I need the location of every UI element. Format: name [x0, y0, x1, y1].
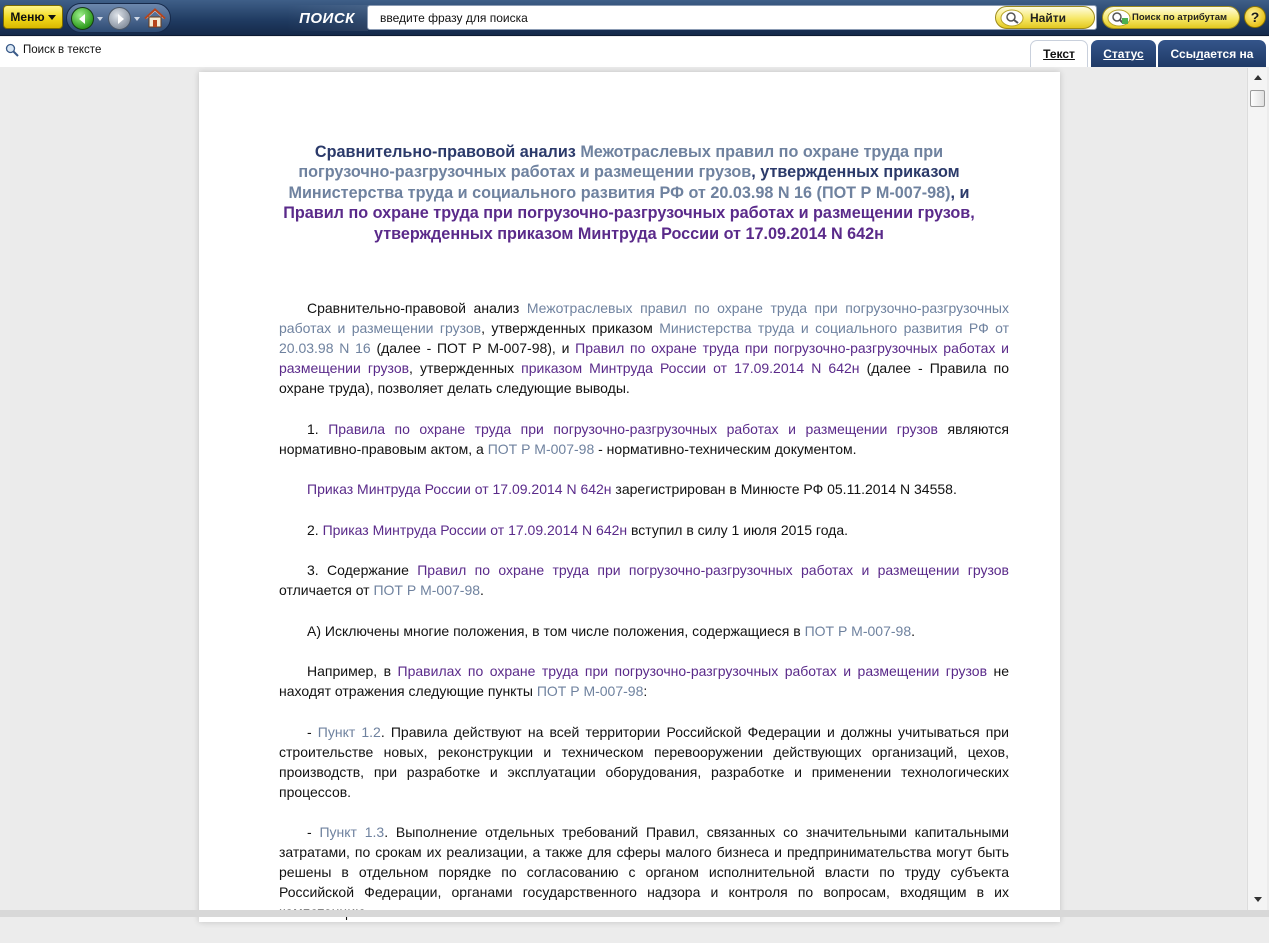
- tab-refers-to[interactable]: [1158, 40, 1266, 67]
- magnifier-icon: [1000, 9, 1024, 27]
- text: 2.: [307, 521, 323, 538]
- scroll-up-icon[interactable]: [1254, 75, 1262, 80]
- link-labor-rules[interactable]: Правил по охране труда при погрузочно-разгрузочных работах и размещении грузов: [417, 562, 1009, 578]
- text: .: [911, 622, 915, 639]
- link-ministry-order[interactable]: Министерства труда и социального развития РФ от 20.03.98 N 16: [279, 320, 1009, 356]
- search-in-text-label: Поиск в тексте: [23, 44, 102, 56]
- document-body: [279, 298, 1009, 943]
- search-in-text-button[interactable]: [5, 43, 101, 57]
- title-text: , утвержденных приказом: [751, 163, 960, 182]
- paragraph: [279, 560, 1009, 600]
- search-section-label: ПОИСК: [286, 5, 368, 31]
- text: Сравнительно-правовой анализ: [307, 300, 527, 316]
- link-labor-rules[interactable]: Правилах по охране труда при погрузочно-разгрузочных работах и размещении грузов: [397, 663, 988, 679]
- scroll-thumb[interactable]: [1250, 90, 1265, 107]
- document-title: [279, 142, 979, 244]
- help-icon: ?: [1250, 9, 1260, 25]
- menu-label: Меню: [10, 10, 45, 24]
- forward-history-dropdown-icon[interactable]: [134, 17, 140, 21]
- document-toolbar: [0, 37, 1269, 67]
- link-pot-r-m-007-98[interactable]: ПОТ Р М-007-98: [373, 582, 481, 598]
- tab-refers-to-hotkey: л: [1195, 46, 1204, 61]
- link-pot-r-m-007-98[interactable]: ПОТ Р М-007-98: [804, 622, 912, 639]
- menu-button[interactable]: [3, 5, 63, 29]
- title-text: Сравнительно-правовой анализ: [314, 143, 581, 161]
- link-point-1-2[interactable]: Пункт 1.2: [317, 723, 381, 740]
- text: .: [480, 582, 484, 598]
- paragraph: [279, 520, 1009, 540]
- paragraph: [279, 661, 1009, 701]
- paragraph: [279, 822, 1009, 922]
- text: 1.: [307, 420, 329, 437]
- attribute-search-icon: [1107, 9, 1131, 27]
- text: . Выполнение отдельных требований Правил, связанных со значительными капитальными затратами, по срокам их реализации, а также для сферы малого бизнеса и предпринимательства могут быть решены в отдельном порядке по согласованию с органом исполнительной власти по труду субъекта Российской Федерации, органами государственного надзора и контроля по вопросам, входящим в их: [279, 824, 1009, 900]
- tab-status[interactable]: Статус: [1091, 40, 1156, 67]
- forward-button[interactable]: [108, 7, 131, 30]
- title-text: , и: [950, 183, 970, 202]
- text: :: [643, 683, 648, 699]
- title-link-ministry-order[interactable]: Министерства труда и социального развития РФ от 20.03.98 N 16 (ПОТ Р М-007-98): [288, 183, 951, 202]
- text: зарегистрирован в Минюсте РФ 05.11.2014 N 34558.: [611, 481, 957, 497]
- back-history-dropdown-icon[interactable]: [97, 17, 103, 21]
- arrow-left-icon: [76, 12, 90, 26]
- tab-refers-to-label-start: Ссы: [1170, 46, 1196, 61]
- title-link-inter-industry-rules[interactable]: Межотраслевых правил по охране труда при погрузочно-разгрузочных работах и размещении грузов: [298, 143, 944, 182]
- navigation-group: [66, 3, 171, 33]
- text: . Правила действуют на всей территории Российской Федерации и должны учитываться при строительстве новых, реконструкции и техническом перевооружении действующих организаций, цехов, производств, при разработке и эксплуатации оборудования, разработке и применении технологических процессов.: [279, 723, 1009, 800]
- find-label: Найти: [1030, 10, 1066, 25]
- attribute-search-label: Поиск по атрибутам: [1132, 12, 1228, 23]
- paragraph: [279, 621, 1009, 641]
- home-icon[interactable]: [143, 6, 167, 30]
- text: не находят отражения следующие пункты: [279, 663, 1009, 699]
- text: (далее - ПОТ Р М-007-98), и: [370, 340, 576, 356]
- text: А) Исключены многие положения, в том числе положения, содержащиеся в: [307, 622, 805, 639]
- tab-refers-to-label-end: ается на: [1203, 46, 1254, 61]
- top-toolbar: [0, 0, 1269, 36]
- link-pot-r-m-007-98[interactable]: ПОТ Р М-007-98: [536, 683, 644, 699]
- link-inter-industry-rules[interactable]: Межотраслевых правил по охране труда при погрузочно-разгрузочных работах и размещении грузов: [279, 300, 1009, 336]
- bottom-border: [0, 910, 1269, 917]
- link-mintrud-order[interactable]: приказом Минтруда России от 17.09.2014 N 642н: [521, 360, 860, 376]
- vertical-scrollbar[interactable]: [1247, 68, 1267, 910]
- text: 3. Содержание: [307, 562, 418, 578]
- text: -: [307, 723, 318, 740]
- link-pot-r-m-007-98[interactable]: ПОТ Р М-007-98: [487, 440, 595, 457]
- text: отличается от: [279, 582, 374, 598]
- link-labor-rules[interactable]: Правила по охране труда при погрузочно-разгрузочных работах и размещении грузов: [328, 420, 938, 437]
- text: вступил в силу 1 июля 2015 года.: [627, 521, 849, 538]
- text: (далее - Правила по охране труда), позволяет делать следующие выводы.: [279, 360, 1009, 396]
- text: являются нормативно-правовым актом, а: [279, 420, 1009, 457]
- paragraph: [279, 722, 1009, 802]
- link-mintrud-order[interactable]: Приказ Минтруда России от 17.09.2014 N 642н: [322, 521, 628, 538]
- paragraph: [279, 419, 1009, 459]
- link-labor-rules[interactable]: Правил по охране труда при погрузочно-разгрузочных работах и размещении грузов: [279, 340, 1009, 376]
- title-link-labor-rules[interactable]: Правил по охране труда при погрузочно-разгрузочных работах и размещении грузов, утвержденных приказом Минтруда России от 17.09.2014 N 642н: [283, 204, 975, 243]
- paragraph: [279, 298, 1009, 398]
- arrow-right-icon: [113, 12, 127, 26]
- scroll-down-icon[interactable]: [1254, 897, 1262, 902]
- text: -: [307, 824, 320, 840]
- document-viewport[interactable]: [10, 68, 1246, 910]
- link-mintrud-order[interactable]: Приказ Минтруда России от 17.09.2014 N 642н: [307, 481, 612, 497]
- text: - нормативно-техническим документом.: [594, 440, 857, 457]
- paragraph: [279, 479, 1009, 499]
- text: Например, в: [307, 663, 398, 679]
- back-button[interactable]: [71, 7, 94, 30]
- find-button[interactable]: [995, 6, 1095, 29]
- document-page: [199, 72, 1060, 922]
- link-point-1-3[interactable]: Пункт 1.3: [319, 824, 385, 840]
- text: , утвержденных: [409, 360, 522, 376]
- attribute-search-button[interactable]: [1102, 6, 1240, 29]
- tab-text[interactable]: Текст: [1030, 40, 1088, 67]
- text: , утвержденных приказом: [481, 320, 660, 336]
- help-button[interactable]: [1244, 6, 1266, 28]
- search-input[interactable]: введите фразу для поиска: [367, 5, 1097, 30]
- search-icon: [5, 43, 19, 57]
- chevron-down-icon: [48, 15, 56, 20]
